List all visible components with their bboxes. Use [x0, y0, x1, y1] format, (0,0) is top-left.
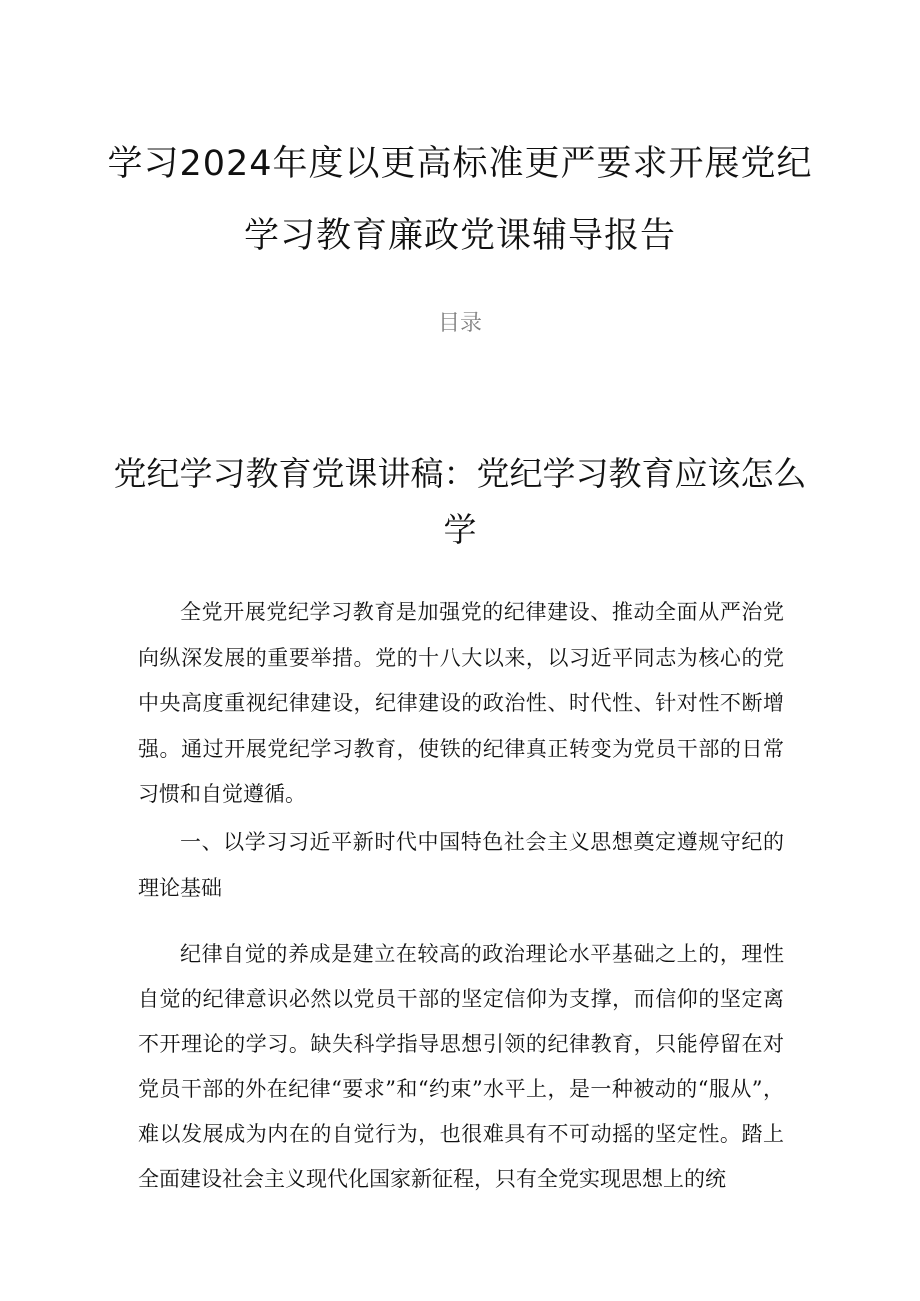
subsection-heading: 一、以学习习近平新时代中国特色社会主义思想奠定遵规守纪的理论基础 [138, 830, 784, 900]
document-title: 学习2024年度以更高标准更严要求开展党纪学习教育廉政党课辅导报告 [107, 144, 813, 256]
body-paragraph-theory: 纪律自觉的养成是建立在较高的政治理论水平基础之上的，理性自觉的纪律意识必然以党员干部的坚定信仰为支撑，而信仰的坚定离不开理论的学习。缺失科学指导思想引领的纪律教育，只能停留在对党员干部的外在纪律“要求”和“约束”水平上，是一种被动的“服从”，难以发展成为内在的自觉行为，也很难具有不可动摇的坚定性。踏上全面建设社会主义现代化国家新征程，只有全党实现思想上的统 [138, 942, 784, 1191]
table-of-contents-label[interactable]: 目录 [437, 311, 482, 336]
section-title: 党纪学习教育党课讲稿：党纪学习教育应该怎么学 [113, 454, 807, 549]
body-paragraph-intro: 全党开展党纪学习教育是加强党的纪律建设、推动全面从严治党向纵深发展的重要举措。党的十八大以来，以习近平同志为核心的党中央高度重视纪律建设，纪律建设的政治性、时代性、针对性不断增强。通过开展党纪学习教育，使铁的纪律真正转变为党员干部的日常习惯和自觉遵循。 [138, 600, 784, 807]
